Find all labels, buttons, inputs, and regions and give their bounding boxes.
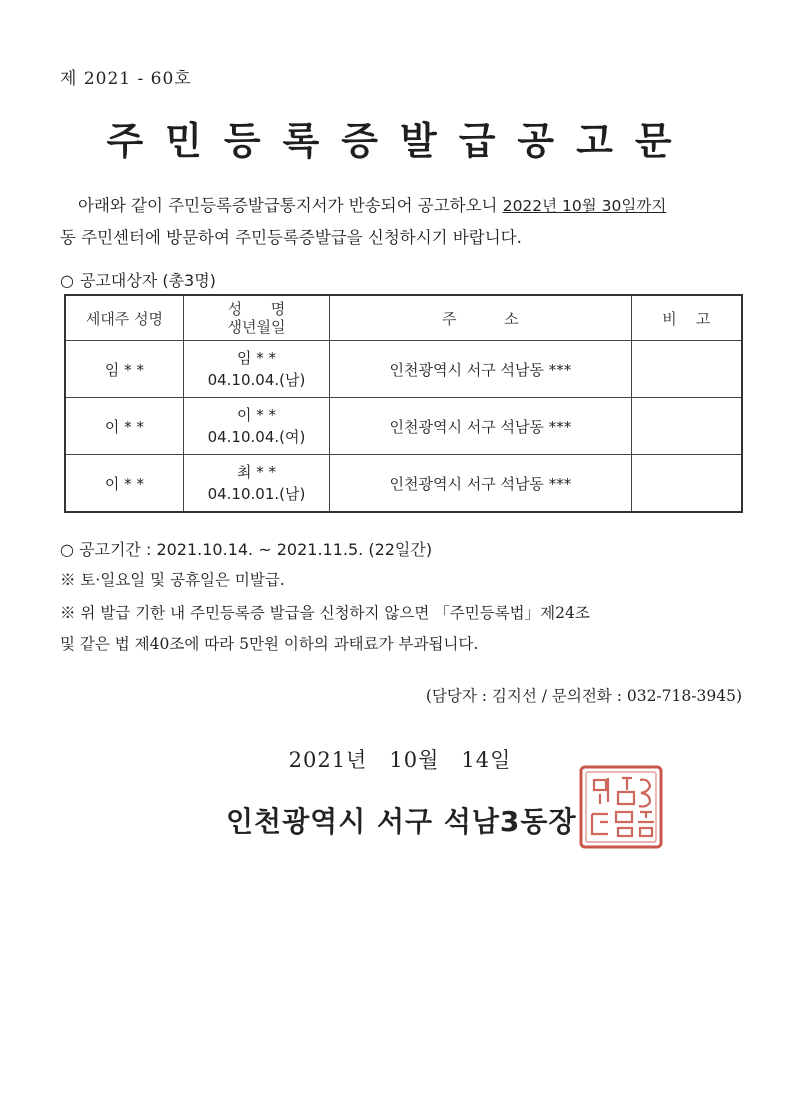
table-row	[65, 341, 742, 398]
cell-address: 인천광역시 서구 석남동 ***	[330, 341, 632, 398]
cell-address: 인천광역시 서구 석남동 ***	[330, 455, 632, 513]
period-text: 공고기간 : 2021.10.14. ~ 2021.11.5. (22일간)	[79, 540, 433, 559]
table-row	[65, 398, 742, 455]
note-weekend: ※ 토·일요일 및 공휴일은 미발급.	[60, 571, 285, 589]
cell-person-name: 임 * *	[236, 349, 276, 367]
document-title: 주민등록증발급공고문	[106, 118, 694, 163]
cell-person-name: 이 * *	[236, 406, 276, 424]
header-person-name: 성 명	[227, 300, 286, 318]
date-year: 2021년	[288, 748, 368, 772]
date-day: 14일	[461, 748, 512, 772]
header-address: 주 소	[330, 295, 632, 341]
header-note: 비 고	[631, 295, 742, 341]
official-seal-icon	[578, 764, 664, 850]
table-row	[65, 455, 742, 513]
note-penalty	[60, 598, 760, 660]
cell-head-name: 이 * *	[65, 455, 183, 513]
cell-head-name: 임 * *	[65, 341, 183, 398]
cell-person	[183, 398, 329, 455]
note-penalty-line-1: ※ 위 발급 기한 내 주민등록증 발급을 신청하지 않으면 「주민등록법」제24조	[60, 604, 590, 622]
signer-name: 인천광역시 서구 석남3동장	[226, 805, 577, 838]
intro-text: 아래와 같이 주민등록증발급통지서가 반송되어 공고하오니	[78, 196, 503, 215]
cell-address: 인천광역시 서구 석남동 ***	[330, 398, 632, 455]
section-title-text: 공고대상자 (총3명)	[79, 271, 216, 290]
document-number: 제 2021 - 60호	[60, 69, 192, 89]
header-person-birth: 생년월일	[227, 318, 286, 336]
header-person	[183, 295, 329, 341]
cell-person-birth: 04.10.04.(여)	[207, 428, 306, 446]
cell-person	[183, 455, 329, 513]
note-penalty-line-2: 및 같은 법 제40조에 따라 5만원 이하의 과태료가 부과됩니다.	[60, 635, 479, 653]
table-header-row	[65, 295, 742, 341]
header-head-name: 세대주 성명	[65, 295, 183, 341]
circle-bullet-icon: ○	[60, 271, 74, 290]
intro-line-2: 동 주민센터에 방문하여 주민등록증발급을 신청하시기 바랍니다.	[60, 228, 522, 247]
circle-bullet-icon: ○	[60, 540, 74, 559]
issue-date	[0, 744, 800, 774]
intro-line-1	[60, 190, 750, 222]
deadline-highlight: 2022년 10월 30일까지	[502, 197, 667, 215]
intro-paragraph	[60, 190, 750, 254]
cell-person-birth: 04.10.01.(남)	[207, 485, 306, 503]
contact-info: (담당자 : 김지선 / 문의전화 : 032-718-3945)	[425, 687, 742, 705]
cell-note	[631, 455, 742, 513]
cell-person	[183, 341, 329, 398]
cell-person-birth: 04.10.04.(남)	[207, 371, 306, 389]
cell-note	[631, 341, 742, 398]
cell-note	[631, 398, 742, 455]
section-title-targets	[60, 268, 216, 291]
cell-person-name: 최 * *	[236, 463, 276, 481]
cell-head-name: 이 * *	[65, 398, 183, 455]
targets-table	[64, 294, 743, 513]
date-month: 10월	[389, 748, 440, 772]
announcement-period	[60, 537, 432, 560]
